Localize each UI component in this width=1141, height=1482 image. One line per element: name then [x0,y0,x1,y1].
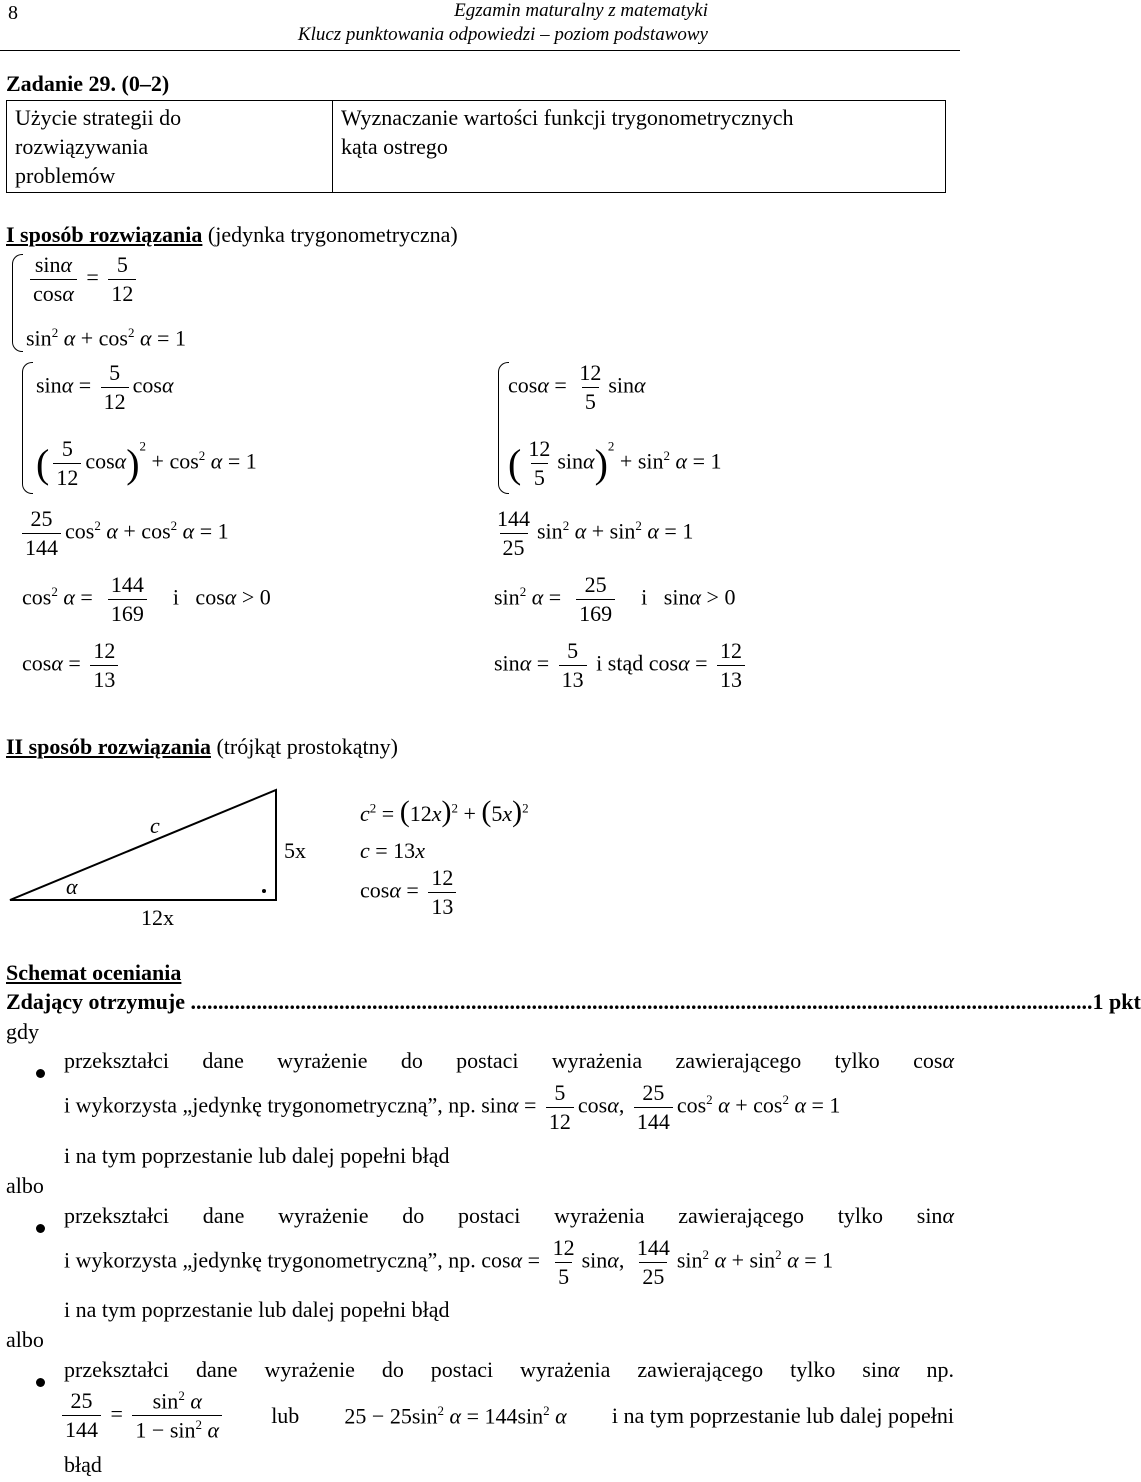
eq-cos2: $\cos^2 \alpha$ = $\frac{144}{169}$ i cosα > 0 [22,572,271,626]
bullet-icon [36,1058,45,1084]
scoring-line: Zdający otrzymuje .................................................................................................................................................................... 1 pkt [6,989,1141,1014]
bullet3-end: błąd [64,1452,102,1477]
triangle-vertical-label: 5x [284,838,306,863]
eq-cos-sin: cosα = $\frac{12}{5}$ sinα [508,360,646,414]
triangle-angle-label: α [66,874,78,899]
gdy-label: gdy [6,1019,39,1044]
albo-label: albo [6,1173,44,1198]
triangle-hyp-label: c [150,813,160,838]
eq-pythagoras: $c^2 = (12x)^2 + (5x)^2$ [360,795,529,828]
bullet3-text: przekształci dane wyrażenie do postaci wyrażenia zawierającego tylko sinα np. [64,1357,954,1382]
bullet2-text: przekształci dane wyrażenie do postaci wyrażenia zawierającego tylko sinα [64,1203,954,1228]
bullet2-end: i na tym poprzestanie lub dalej popełni błąd [64,1297,450,1322]
eq-sin-cos: sinα = $\frac{5}{12}$ cosα [36,360,174,414]
eq-cos-result: cosα = $\frac{12}{13}$ [22,638,122,693]
bullet-icon [36,1213,45,1239]
albo-label: albo [6,1327,44,1352]
eq-25-144: $\frac{25}{144}$ $\cos^2 \alpha + \cos^2 \alpha = 1$ [22,506,229,561]
bullet2-formula: i wykorzysta „jedynkę trygonometryczną”, np. cosα = $\frac{12}{5}$ sinα, $\frac{144}{25}$ $\sin^2 \alpha + \sin^2 \alpha = 1$ [64,1235,834,1289]
eq-identity: $\sin^2 \alpha + \cos^2 \alpha = 1$ [26,325,186,351]
eq-144-25: $\frac{144}{25}$ $\sin^2 \alpha + \sin^2 \alpha = 1$ [497,506,694,560]
page-number: 8 [8,2,18,24]
bullet1-text: przekształci dane wyrażenie do postaci wyrażenia zawierającego tylko cosα [64,1048,954,1073]
eq-cos-triangle: cosα = $\frac{12}{13}$ [360,865,460,920]
eq-sin2: $\sin^2 \alpha$ = $\frac{25}{169}$ i sinα > 0 [494,572,736,626]
eq-subst-cos: ( $\frac{5}{12}$ $\cos\alpha)^2 + \cos^2 \alpha = 1$ [36,436,257,490]
eq-ratio: $\frac{\sin\alpha}{\cos\alpha}$ = $\frac{5}{12}$ [26,252,140,307]
header-title: Egzamin maturalny z matematyki [454,0,708,21]
bullet1-end: i na tym poprzestanie lub dalej popełni błąd [64,1143,450,1168]
system-brace [22,362,33,494]
header-rule [0,50,960,51]
system-brace [12,254,23,352]
bullet-icon [36,1367,45,1393]
eq-subst-sin: ( $\frac{12}{5}$ $\sin\alpha)^2 + \sin^2 \alpha = 1$ [508,436,722,490]
bullet3-formula: $\frac{25}{144}$ = $\frac{\sin^2 \alpha}{1 - \sin^2 \alpha}$ lub $25 - 25\sin^2$ $\alpha = 144\sin^2$ α i na tym poprzestanie lub dalej popełni [62,1388,954,1444]
eq-c: c = 13x [360,838,425,863]
scoring-heading: Schemat oceniania [6,960,182,985]
requirement-general: Użycie strategii do rozwiązywania problemów [7,101,333,193]
requirements-table [6,100,946,193]
eq-sin-result: sinα = $\frac{5}{13}$ i stąd cosα = $\frac{12}{13}$ [494,638,749,693]
method1-heading: I sposób rozwiązania (jedynka trygonometryczna) [6,222,458,247]
method2-heading: II sposób rozwiązania (trójkąt prostokątny) [6,734,398,759]
requirement-specific: Wyznaczanie wartości funkcji trygonometrycznych kąta ostrego [333,101,946,193]
triangle-horizontal-label: 12x [141,905,174,930]
bullet1-formula: i wykorzysta „jedynkę trygonometryczną”, np. sinα = $\frac{5}{12}$ cosα, $\frac{25}{144}$ $\cos^2 \alpha + \cos^2 \alpha = 1$ [64,1080,841,1134]
task-title: Zadanie 29. (0–2) [6,71,170,96]
header-subtitle: Klucz punktowania odpowiedzi – poziom podstawowy [297,24,708,45]
